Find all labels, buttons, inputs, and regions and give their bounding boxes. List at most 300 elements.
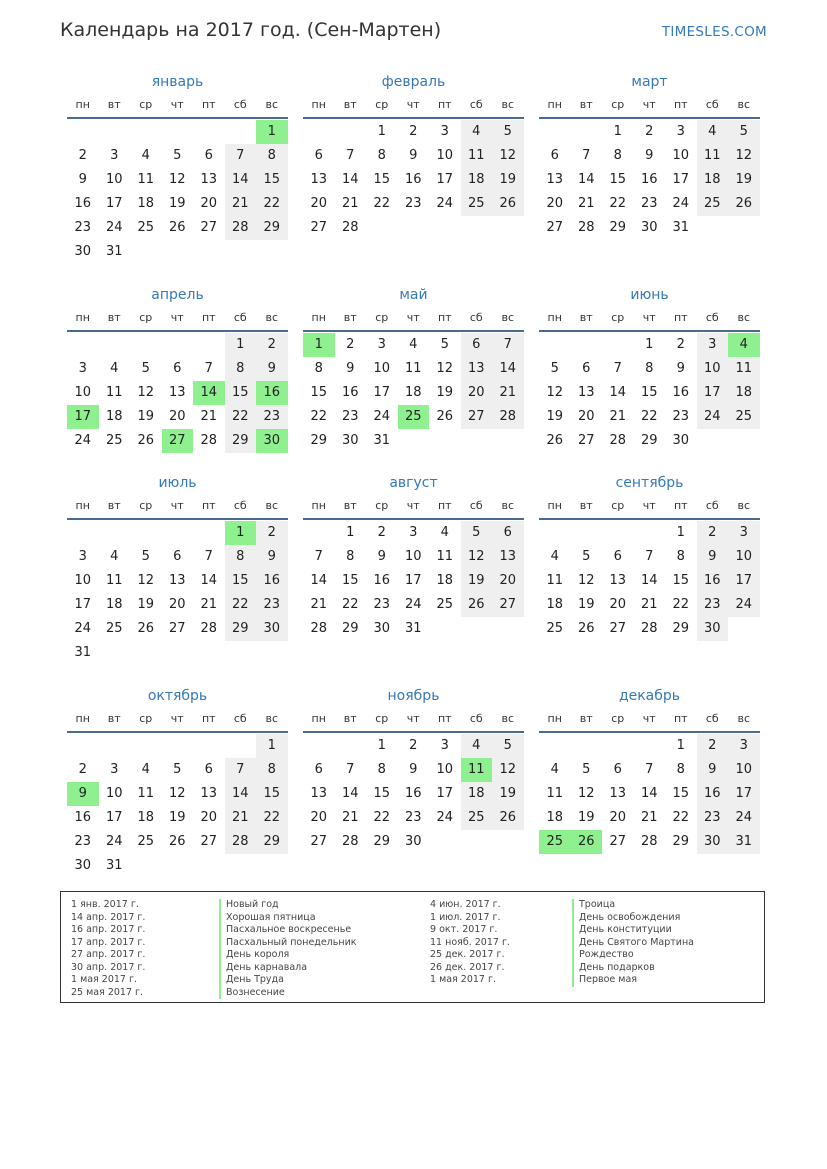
day-cell: 3	[78, 361, 87, 376]
day-cell: 30	[256, 617, 288, 641]
day-cell: 24	[105, 834, 123, 849]
day-cell: 4	[461, 120, 493, 144]
day-cell: 16	[640, 172, 658, 187]
weekday-label: вт	[343, 499, 357, 512]
day-cell: 8	[225, 357, 257, 381]
holiday-day: 25	[398, 405, 430, 429]
weekday-header	[67, 93, 288, 119]
day-cell: 28	[577, 220, 595, 235]
weekday-label: пн	[75, 499, 90, 512]
empty-day	[99, 120, 131, 144]
weekday-label: чт	[170, 499, 184, 512]
day-cell: 1	[256, 734, 288, 758]
day-cell: 28	[225, 216, 257, 240]
day-cell: 27	[609, 834, 627, 849]
weekday-label: сб	[233, 499, 247, 512]
day-cell: 17	[728, 569, 760, 593]
month-7	[67, 472, 288, 665]
day-cell: 1	[645, 337, 654, 352]
day-cell: 3	[697, 333, 729, 357]
weekday-label: ср	[139, 712, 153, 725]
day-cell: 15	[225, 381, 257, 405]
day-cell: 13	[200, 786, 218, 801]
legend-item: День Святого Мартина	[572, 937, 694, 950]
day-cell: 30	[697, 617, 729, 641]
month-name: май	[399, 287, 428, 303]
day-cell: 25	[137, 220, 155, 235]
month-9	[539, 472, 760, 641]
day-cell: 4	[697, 120, 729, 144]
day-cell: 29	[373, 834, 391, 849]
legend-item: День Труда	[219, 974, 357, 987]
day-cell: 19	[461, 569, 493, 593]
day-cell: 28	[640, 621, 658, 636]
day-cell: 23	[672, 409, 690, 424]
day-cell: 6	[204, 148, 213, 163]
day-cell: 17	[436, 172, 454, 187]
weekday-label: вт	[343, 98, 357, 111]
weekday-label: вс	[501, 712, 515, 725]
day-cell: 21	[492, 381, 524, 405]
weekday-label: чт	[170, 98, 184, 111]
day-cell: 20	[310, 810, 328, 825]
day-cell: 14	[577, 172, 595, 187]
legend-item: 1 мая 2017 г.	[430, 974, 496, 985]
weekday-label: пт	[201, 499, 216, 512]
legend-item: 25 мая 2017 г.	[71, 986, 144, 998]
day-cell: 11	[728, 357, 760, 381]
weekday-label: пт	[201, 311, 216, 324]
weekday-label: вс	[737, 499, 751, 512]
day-cell: 8	[613, 148, 622, 163]
weekday-label: пн	[75, 311, 90, 324]
weekday-label: ср	[611, 499, 625, 512]
weekday-label: вт	[579, 311, 593, 324]
legend-item: 25 дек. 2017 г.	[430, 949, 505, 960]
day-cell: 13	[492, 545, 524, 569]
day-grid	[303, 120, 524, 240]
day-cell: 18	[137, 810, 155, 825]
day-cell: 18	[105, 597, 123, 612]
day-cell: 28	[492, 405, 524, 429]
day-cell: 18	[404, 385, 422, 400]
day-cell: 3	[78, 549, 87, 564]
day-cell: 2	[409, 738, 418, 753]
legend-item: Первое мая	[572, 974, 694, 987]
day-cell: 18	[137, 196, 155, 211]
legend-item: Пасхальное воскресенье	[219, 924, 357, 937]
legend-item: Пасхальный понедельник	[219, 937, 357, 950]
day-cell: 30	[74, 858, 92, 873]
weekday-label: пн	[547, 98, 562, 111]
day-cell: 29	[609, 220, 627, 235]
empty-day	[130, 333, 162, 357]
day-cell: 1	[225, 333, 257, 357]
day-cell: 3	[728, 734, 760, 758]
weekday-label: пт	[673, 311, 688, 324]
day-cell: 7	[314, 549, 323, 564]
month-2	[303, 71, 524, 240]
day-cell: 11	[137, 786, 155, 801]
weekday-label: вт	[107, 712, 121, 725]
day-cell: 13	[168, 573, 186, 588]
day-cell: 1	[613, 124, 622, 139]
day-cell: 8	[676, 549, 685, 564]
day-grid	[539, 521, 760, 641]
empty-day	[67, 120, 99, 144]
weekday-label: пт	[437, 311, 452, 324]
day-cell: 27	[200, 834, 218, 849]
holiday-day: 1	[303, 333, 335, 357]
weekday-label: чт	[642, 712, 656, 725]
weekday-label: ср	[611, 311, 625, 324]
day-cell: 3	[676, 124, 685, 139]
day-cell: 23	[373, 597, 391, 612]
weekday-header	[539, 306, 760, 332]
day-cell: 9	[377, 549, 386, 564]
day-cell: 15	[640, 385, 658, 400]
day-cell: 31	[74, 645, 92, 660]
day-cell: 11	[404, 361, 422, 376]
day-cell: 6	[582, 361, 591, 376]
day-cell: 23	[697, 593, 729, 617]
day-grid	[539, 120, 760, 240]
month-4	[67, 284, 288, 453]
day-cell: 23	[697, 806, 729, 830]
weekday-label: вс	[737, 712, 751, 725]
day-cell: 31	[672, 220, 690, 235]
day-cell: 20	[200, 810, 218, 825]
day-cell: 16	[697, 782, 729, 806]
day-cell: 10	[74, 385, 92, 400]
weekday-label: пн	[547, 712, 562, 725]
legend-names-right	[572, 899, 694, 987]
day-cell: 5	[141, 361, 150, 376]
empty-day	[225, 120, 257, 144]
holiday-day: 14	[193, 381, 225, 405]
day-cell: 5	[173, 148, 182, 163]
day-cell: 28	[341, 220, 359, 235]
day-cell: 18	[436, 573, 454, 588]
day-cell: 8	[645, 361, 654, 376]
holiday-day: 4	[728, 333, 760, 357]
weekday-label: вт	[343, 712, 357, 725]
day-cell: 28	[200, 433, 218, 448]
day-cell: 7	[204, 549, 213, 564]
day-cell: 17	[373, 385, 391, 400]
legend-item: 16 апр. 2017 г.	[71, 924, 146, 935]
legend-item: 11 нояб. 2017 г.	[430, 936, 510, 948]
day-cell: 20	[492, 569, 524, 593]
day-cell: 31	[105, 244, 123, 259]
day-cell: 12	[577, 573, 595, 588]
day-cell: 7	[204, 361, 213, 376]
weekday-label: сб	[233, 311, 247, 324]
day-cell: 24	[105, 220, 123, 235]
legend-item: 17 апр. 2017 г.	[71, 936, 146, 948]
month-8	[303, 472, 524, 641]
day-grid	[539, 333, 760, 453]
day-cell: 16	[341, 385, 359, 400]
weekday-label: чт	[170, 712, 184, 725]
day-cell: 5	[461, 521, 493, 545]
day-cell: 8	[346, 549, 355, 564]
day-cell: 21	[640, 597, 658, 612]
weekday-label: вт	[343, 311, 357, 324]
day-cell: 12	[168, 786, 186, 801]
day-cell: 18	[461, 168, 493, 192]
day-cell: 29	[310, 433, 328, 448]
day-cell: 31	[728, 830, 760, 854]
holiday-day: 26	[571, 830, 603, 854]
empty-day	[634, 734, 666, 758]
day-cell: 20	[546, 196, 564, 211]
empty-day	[99, 521, 131, 545]
day-cell: 12	[546, 385, 564, 400]
day-cell: 16	[404, 172, 422, 187]
weekday-label: сб	[705, 98, 719, 111]
weekday-label: вт	[107, 98, 121, 111]
day-cell: 22	[310, 409, 328, 424]
day-cell: 15	[256, 782, 288, 806]
day-cell: 3	[377, 337, 386, 352]
day-cell: 10	[672, 148, 690, 163]
day-cell: 22	[373, 196, 391, 211]
day-cell: 16	[373, 573, 391, 588]
legend-item: 1 мая 2017 г.	[71, 974, 137, 985]
day-cell: 25	[461, 192, 493, 216]
weekday-header	[303, 707, 524, 733]
day-cell: 21	[609, 409, 627, 424]
day-cell: 28	[609, 433, 627, 448]
day-cell: 24	[672, 196, 690, 211]
day-cell: 12	[461, 545, 493, 569]
empty-day	[99, 734, 131, 758]
empty-day	[303, 734, 335, 758]
day-cell: 5	[728, 120, 760, 144]
legend-item: Рождество	[572, 949, 694, 962]
month-name: июль	[158, 475, 197, 491]
day-cell: 9	[346, 361, 355, 376]
day-cell: 3	[440, 124, 449, 139]
day-cell: 15	[672, 786, 690, 801]
empty-day	[602, 734, 634, 758]
day-cell: 23	[256, 593, 288, 617]
weekday-label: сб	[233, 712, 247, 725]
day-cell: 22	[672, 810, 690, 825]
day-cell: 4	[550, 762, 559, 777]
holiday-day: 1	[225, 521, 257, 545]
day-cell: 12	[168, 172, 186, 187]
day-cell: 26	[168, 834, 186, 849]
weekday-header	[303, 306, 524, 332]
empty-day	[193, 120, 225, 144]
weekday-label: чт	[406, 311, 420, 324]
day-cell: 13	[609, 786, 627, 801]
legend-item: День конституции	[572, 924, 694, 937]
empty-day	[539, 521, 571, 545]
legend-item: 9 окт. 2017 г.	[430, 924, 498, 935]
day-cell: 13	[546, 172, 564, 187]
empty-day	[602, 521, 634, 545]
day-cell: 15	[310, 385, 328, 400]
day-cell: 20	[168, 597, 186, 612]
day-cell: 26	[546, 433, 564, 448]
day-cell: 22	[341, 597, 359, 612]
day-cell: 30	[341, 433, 359, 448]
empty-day	[130, 120, 162, 144]
legend-item: 1 янв. 2017 г.	[71, 899, 139, 910]
weekday-header	[539, 93, 760, 119]
weekday-label: вт	[107, 499, 121, 512]
day-cell: 19	[168, 196, 186, 211]
legend-item: 1 июл. 2017 г.	[430, 911, 501, 923]
holiday-day: 16	[256, 381, 288, 405]
legend-item: День освобождения	[572, 912, 694, 925]
legend-dates-left	[71, 899, 145, 999]
weekday-label: сб	[469, 98, 483, 111]
day-cell: 1	[676, 525, 685, 540]
empty-day	[539, 120, 571, 144]
weekday-label: вт	[107, 311, 121, 324]
day-cell: 4	[110, 549, 119, 564]
day-cell: 15	[672, 573, 690, 588]
weekday-label: пт	[201, 98, 216, 111]
day-cell: 2	[78, 762, 87, 777]
weekday-label: сб	[705, 712, 719, 725]
day-cell: 17	[672, 172, 690, 187]
day-cell: 3	[440, 738, 449, 753]
empty-day	[130, 521, 162, 545]
legend-item: Хорошая пятница	[219, 912, 357, 925]
day-cell: 27	[577, 433, 595, 448]
legend-item: 4 июн. 2017 г.	[430, 899, 501, 910]
day-cell: 31	[105, 858, 123, 873]
day-cell: 5	[141, 549, 150, 564]
day-cell: 18	[546, 810, 564, 825]
empty-day	[602, 333, 634, 357]
legend-item: 27 апр. 2017 г.	[71, 949, 146, 960]
day-cell: 19	[577, 810, 595, 825]
day-cell: 23	[404, 810, 422, 825]
day-cell: 6	[550, 148, 559, 163]
month-11	[303, 685, 524, 854]
day-cell: 20	[461, 381, 493, 405]
site-logo-link[interactable]: TIMESLES.COM	[661, 24, 767, 40]
day-cell: 24	[436, 810, 454, 825]
day-cell: 28	[341, 834, 359, 849]
weekday-header	[67, 707, 288, 733]
day-cell: 3	[728, 521, 760, 545]
day-cell: 25	[436, 597, 454, 612]
day-cell: 5	[492, 734, 524, 758]
day-cell: 26	[137, 621, 155, 636]
day-cell: 11	[105, 573, 123, 588]
month-name: сентябрь	[615, 475, 684, 491]
day-cell: 23	[256, 405, 288, 429]
day-cell: 28	[640, 834, 658, 849]
day-cell: 23	[74, 834, 92, 849]
day-cell: 13	[200, 172, 218, 187]
day-cell: 7	[492, 333, 524, 357]
day-cell: 25	[697, 192, 729, 216]
day-cell: 10	[105, 172, 123, 187]
month-name: декабрь	[618, 688, 681, 704]
day-cell: 1	[377, 738, 386, 753]
empty-day	[162, 734, 194, 758]
day-cell: 22	[256, 806, 288, 830]
empty-day	[162, 120, 194, 144]
day-cell: 1	[377, 124, 386, 139]
day-cell: 9	[676, 361, 685, 376]
day-cell: 18	[105, 409, 123, 424]
day-cell: 14	[609, 385, 627, 400]
month-name: ноябрь	[387, 688, 440, 704]
day-cell: 19	[168, 810, 186, 825]
empty-day	[193, 333, 225, 357]
day-cell: 2	[78, 148, 87, 163]
day-cell: 2	[676, 337, 685, 352]
legend-item: День карнавала	[219, 962, 357, 975]
day-cell: 11	[105, 385, 123, 400]
day-cell: 11	[697, 144, 729, 168]
day-cell: 18	[546, 597, 564, 612]
day-cell: 9	[645, 148, 654, 163]
day-cell: 8	[256, 144, 288, 168]
page-title: Календарь на 2017 год. (Сен-Мартен)	[60, 19, 442, 41]
weekday-label: вс	[265, 98, 279, 111]
day-cell: 16	[74, 810, 92, 825]
empty-day	[303, 521, 335, 545]
day-grid	[303, 734, 524, 854]
day-cell: 15	[609, 172, 627, 187]
empty-day	[67, 333, 99, 357]
day-cell: 29	[640, 433, 658, 448]
legend-names-left	[219, 899, 357, 999]
empty-day	[130, 734, 162, 758]
day-cell: 21	[341, 810, 359, 825]
day-cell: 14	[225, 168, 257, 192]
day-cell: 26	[492, 806, 524, 830]
day-grid	[539, 734, 760, 854]
weekday-label: ср	[139, 98, 153, 111]
day-cell: 16	[697, 569, 729, 593]
day-cell: 26	[728, 192, 760, 216]
day-cell: 22	[256, 192, 288, 216]
day-cell: 6	[173, 549, 182, 564]
weekday-label: пт	[673, 98, 688, 111]
day-cell: 13	[461, 357, 493, 381]
empty-day	[539, 734, 571, 758]
day-cell: 6	[204, 762, 213, 777]
day-cell: 22	[225, 405, 257, 429]
month-10	[67, 685, 288, 878]
day-cell: 24	[728, 593, 760, 617]
weekday-label: чт	[642, 98, 656, 111]
day-cell: 7	[225, 758, 257, 782]
day-cell: 21	[225, 192, 257, 216]
weekday-label: сб	[705, 499, 719, 512]
empty-day	[99, 333, 131, 357]
weekday-label: пн	[311, 499, 326, 512]
day-cell: 7	[346, 148, 355, 163]
day-cell: 8	[225, 545, 257, 569]
holiday-day: 27	[162, 429, 194, 453]
holiday-day: 1	[256, 120, 288, 144]
weekday-label: вс	[737, 311, 751, 324]
day-cell: 17	[728, 782, 760, 806]
month-12	[539, 685, 760, 854]
